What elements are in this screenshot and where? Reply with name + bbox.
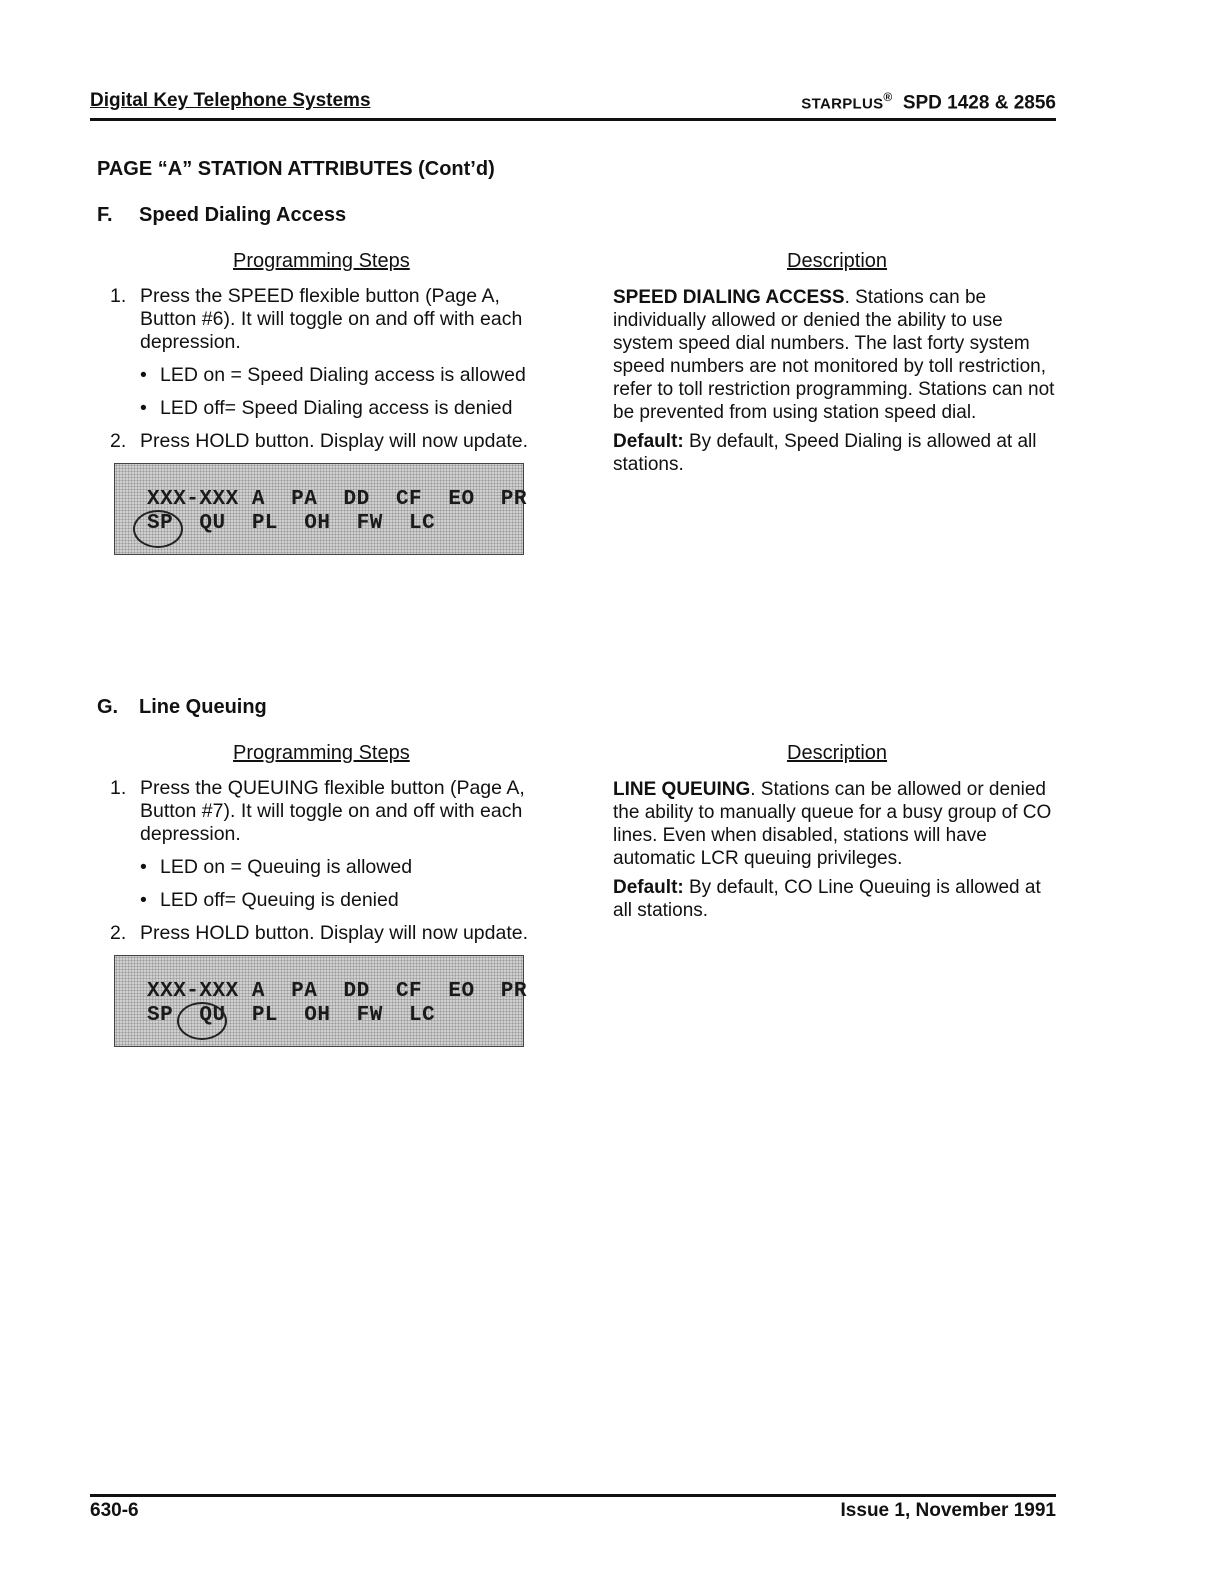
bullet-icon: • xyxy=(140,856,147,878)
step-item xyxy=(110,777,545,846)
model-number: SPD 1428 & 2856 xyxy=(902,92,1056,114)
description-heading: Description xyxy=(787,742,888,764)
lcd-display xyxy=(114,955,527,1047)
page-number: 630-6 xyxy=(90,1500,139,1521)
bullet-text: LED on = Queuing is allowed xyxy=(160,856,413,878)
section-letter: G. xyxy=(97,696,119,718)
step-item xyxy=(110,285,545,354)
description-paragraph xyxy=(613,286,1061,424)
brand-name: STARPLUS xyxy=(801,95,884,113)
description-text: . Stations can be individually allowed or denied the ability to use system speed dial numbers. The last forty system speed numbers are not monitored by toll restriction, refer to toll restriction programming. Stations can not be prevented from using station speed dial. xyxy=(613,287,1055,423)
step-item xyxy=(110,430,545,453)
section-letter: F. xyxy=(97,204,113,226)
step-number: 1. xyxy=(110,777,127,799)
default-text: By default, CO Line Queuing is allowed at all stations. xyxy=(613,877,1041,921)
description-lead: SPEED DIALING ACCESS xyxy=(613,287,845,308)
step-number: 2. xyxy=(110,430,127,452)
description-lead: LINE QUEUING xyxy=(613,779,751,800)
step-text: Press HOLD button. Display will now update. xyxy=(140,922,529,944)
bullet-item xyxy=(110,889,545,912)
description-paragraph xyxy=(613,778,1061,870)
bullet-icon: • xyxy=(140,889,147,911)
bullet-icon: • xyxy=(140,397,147,419)
bullet-text: LED on = Speed Dialing access is allowed xyxy=(160,364,526,386)
default-paragraph xyxy=(613,430,1061,476)
lcd-line-2: SP QU PL OH FW LC xyxy=(147,1004,436,1027)
default-paragraph xyxy=(613,876,1061,922)
page-header xyxy=(90,90,1056,121)
bullet-item xyxy=(110,364,545,387)
default-label: Default: xyxy=(613,431,684,452)
description-heading: Description xyxy=(787,250,888,272)
bullet-text: LED off= Speed Dialing access is denied xyxy=(160,397,513,419)
step-text: Press the QUEUING flexible button (Page A, Button #7). It will toggle on and off with each depression. xyxy=(140,777,525,845)
section-title-g xyxy=(97,696,267,719)
registered-mark: ® xyxy=(883,90,893,104)
bullet-item xyxy=(110,856,545,879)
header-title: Digital Key Telephone Systems xyxy=(90,90,371,111)
step-item xyxy=(110,922,545,945)
step-number: 1. xyxy=(110,285,127,307)
step-number: 2. xyxy=(110,922,127,944)
step-text: Press HOLD button. Display will now update. xyxy=(140,430,529,452)
step-text: Press the SPEED flexible button (Page A, Button #6). It will toggle on and off with each depression. xyxy=(140,285,523,353)
section-name: Line Queuing xyxy=(139,696,267,718)
section-title-f xyxy=(97,204,346,227)
steps-heading: Programming Steps xyxy=(233,742,410,764)
highlight-circle-sp xyxy=(133,510,183,548)
lcd-line-1: XXX-XXX A PA DD CF EO PR xyxy=(147,488,527,511)
bullet-item xyxy=(110,397,545,420)
description-block xyxy=(613,778,1061,928)
lcd-line-1: XXX-XXX A PA DD CF EO PR xyxy=(147,980,527,1003)
lcd-line-2: SP QU PL OH FW LC xyxy=(147,512,436,535)
section-name: Speed Dialing Access xyxy=(139,204,347,226)
issue-date: Issue 1, November 1991 xyxy=(840,1500,1056,1521)
steps-heading: Programming Steps xyxy=(233,250,410,272)
footer-rule xyxy=(90,1494,1056,1497)
bullet-icon: • xyxy=(140,364,147,386)
header-model xyxy=(801,90,1056,114)
page-title: PAGE “A” STATION ATTRIBUTES (Cont’d) xyxy=(97,158,495,180)
description-block xyxy=(613,286,1061,482)
default-text: By default, Speed Dialing is allowed at all stations. xyxy=(613,431,1037,475)
description-text: . Stations can be allowed or denied the ability to manually queue for a busy group of CO lines. Even when disabled, stations will have automatic LCR queuing privileges. xyxy=(613,779,1052,869)
lcd-display xyxy=(114,463,527,555)
programming-steps xyxy=(110,285,545,453)
default-label: Default: xyxy=(613,877,684,898)
highlight-circle-qu xyxy=(177,1002,227,1040)
programming-steps xyxy=(110,777,545,945)
bullet-text: LED off= Queuing is denied xyxy=(160,889,399,911)
